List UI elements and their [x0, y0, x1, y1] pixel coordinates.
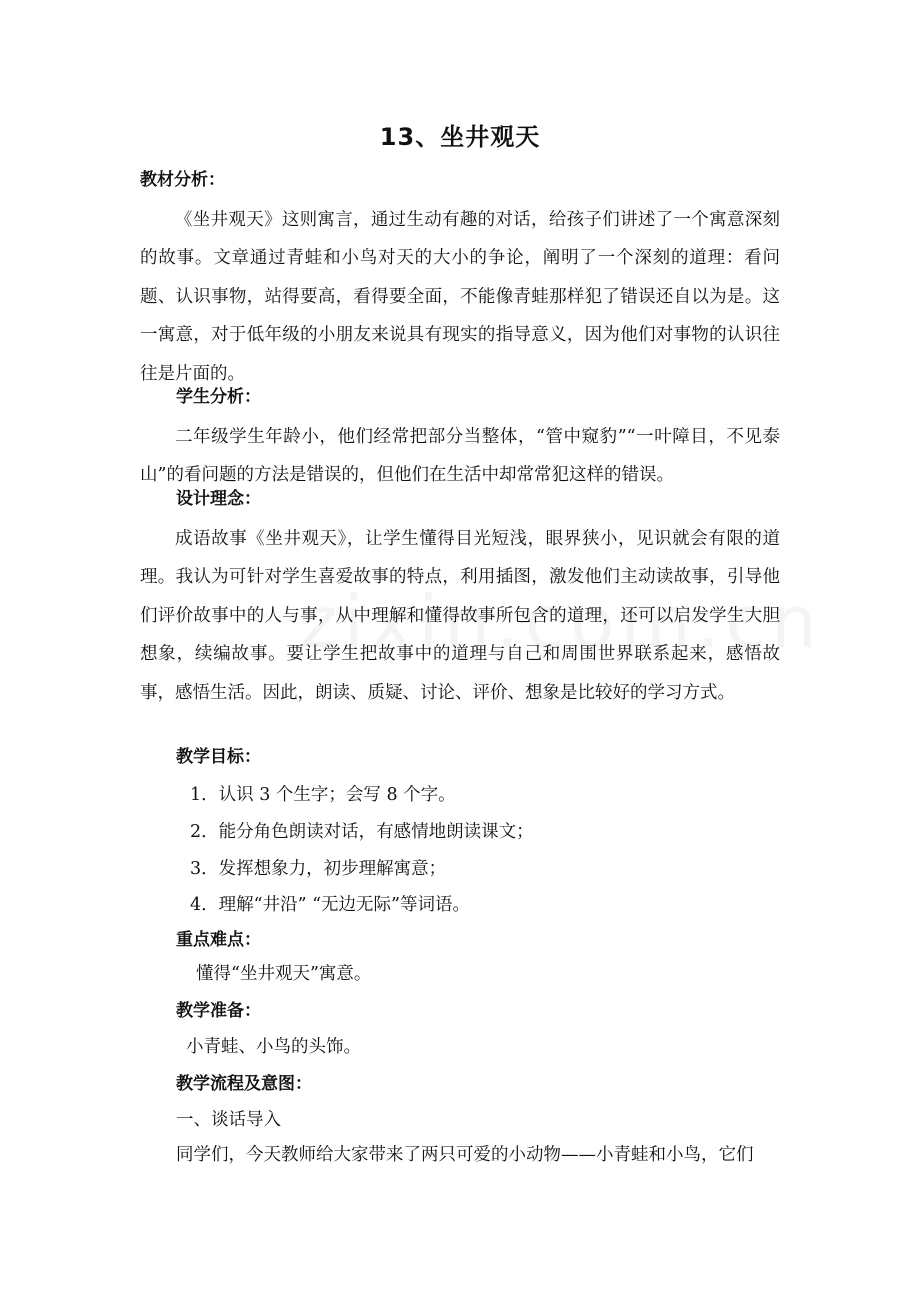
key-points-text: 懂得“坐井观天”寓意。: [196, 964, 372, 984]
heading-key-points: 重点难点：: [176, 930, 261, 950]
heading-student-analysis: 学生分析：: [176, 387, 261, 407]
paragraph-design-concept: 成语故事《坐井观天》，让学生懂得目光短浅，眼界狭小，见识就会有限的道理。我认为可针对学生喜爱故事的特点，利用插图，激发他们主动读故事，引导他们评价故事中的人与事，从中理解和懂得故事所包含的道理，还可以启发学生大胆想象，续编故事。要让学生把故事中的道理与自己和周围世界联系起来，感悟故事，感悟生活。因此，朗读、质疑、讨论、评价、想象是比较好的学习方式。: [140, 529, 780, 703]
teaching-prep-text: 小青蛙、小鸟的头饰。: [186, 1037, 361, 1057]
document-title: 13、坐井观天: [379, 123, 541, 151]
goal-item-4: 4．理解“井沿” “无边无际”等词语。: [190, 895, 470, 915]
heading-design-concept: 设计理念：: [176, 489, 261, 509]
heading-teaching-flow: 教学流程及意图：: [176, 1074, 312, 1094]
heading-material-analysis: 教材分析：: [140, 170, 225, 190]
goal-item-2: 2．能分角色朗读对话，有感情地朗读课文；: [190, 822, 534, 842]
goal-item-3: 3．发挥想象力，初步理解寓意；: [190, 859, 447, 879]
flow-step-1: 一、谈话导入: [176, 1110, 281, 1130]
goal-item-1: 1．认识 3 个生字；会写 8 个字。: [190, 785, 456, 805]
flow-paragraph: 同学们，今天教师给大家带来了两只可爱的小动物——小青蛙和小鸟，它们: [176, 1145, 754, 1165]
heading-teaching-goals: 教学目标：: [176, 747, 261, 767]
heading-teaching-prep: 教学准备：: [176, 1001, 261, 1021]
paragraph-student-analysis: 二年级学生年龄小，他们经常把部分当整体，“管中窥豹”“一叶障目，不见泰山”的看问题的方法是错误的，但他们在生活中却常常犯这样的错误。: [140, 427, 780, 486]
paragraph-material-analysis: 《坐井观天》这则寓言，通过生动有趣的对话，给孩子们讲述了一个寓意深刻的故事。文章通过青蛙和小鸟对天的大小的争论，阐明了一个深刻的道理：看问题、认识事物，站得要高，看得要全面，不能像青蛙那样犯了错误还自以为是。这一寓意，对于低年级的小朋友来说具有现实的指导意义，因为他们对事物的认识往往是片面的。: [140, 210, 780, 384]
